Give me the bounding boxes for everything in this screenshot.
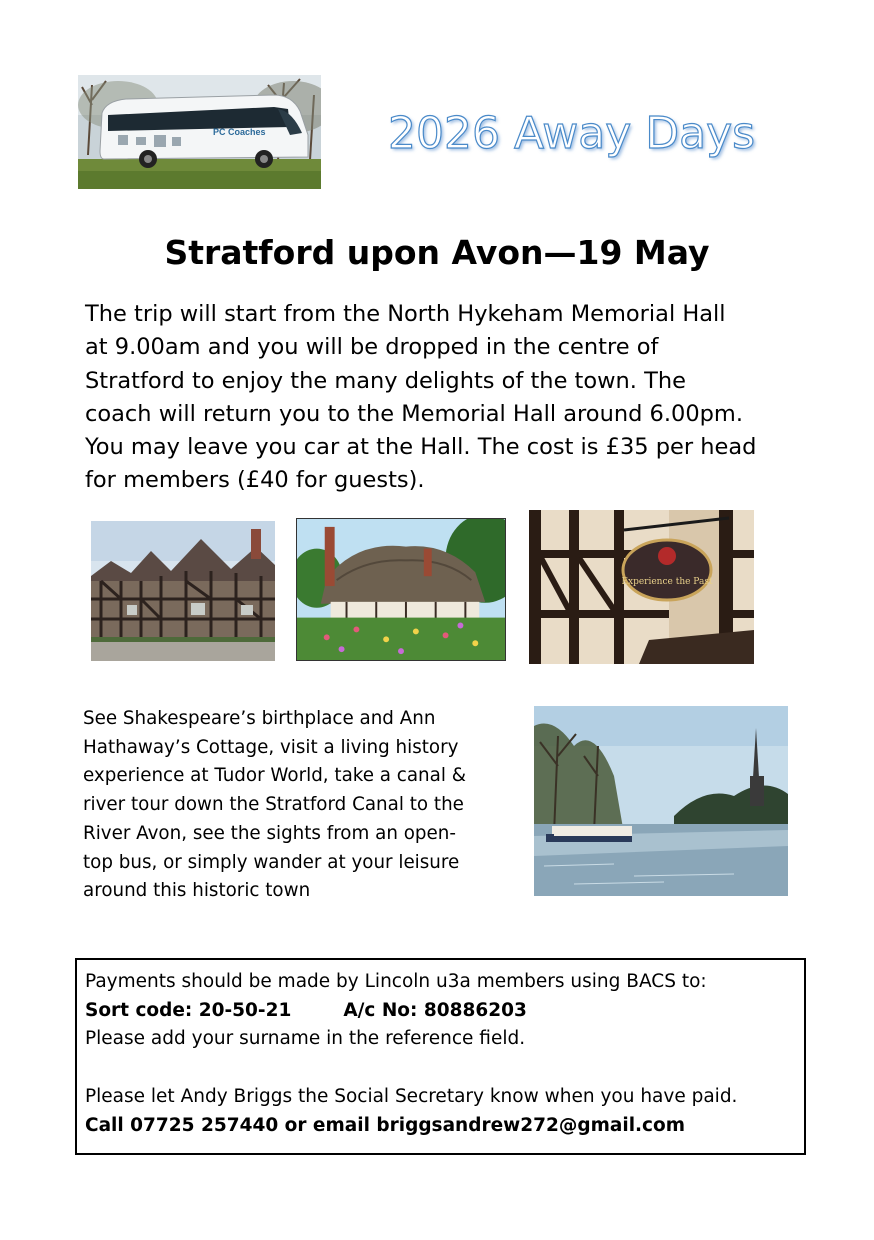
- payment-intro: Payments should be made by Lincoln u3a members using BACS to:: [85, 971, 707, 992]
- sort-code: Sort code: 20-50-21: [85, 999, 292, 1021]
- trip-intro: [85, 298, 805, 498]
- tudor-world-photo: [529, 510, 754, 664]
- intro-line: The trip will start from the North Hykeham Memorial Hall: [85, 301, 726, 327]
- activity-line: See Shakespeare’s birthplace and Ann: [83, 708, 436, 729]
- contact-details: Call 07725 257440 or email briggsandrew272@gmail.com: [85, 1114, 686, 1136]
- cottage-photo: [296, 518, 506, 661]
- activity-line: River Avon, see the sights from an open-: [83, 822, 456, 844]
- trip-headline: Stratford upon Avon—19 May: [164, 233, 710, 272]
- activities-text: [83, 705, 523, 906]
- bank-details: [85, 997, 796, 1026]
- spacer: [85, 1054, 796, 1083]
- tudor-sign-text: Experience the Past: [621, 577, 713, 587]
- intro-line: Stratford to enjoy the many delights of the town. The: [85, 367, 686, 394]
- activity-line: river tour down the Stratford Canal to the: [83, 794, 464, 816]
- coach-photo: [78, 75, 321, 189]
- account-number: A/c No: 80886203: [343, 999, 527, 1021]
- intro-line: at 9.00am and you will be dropped in the centre of: [85, 334, 659, 361]
- notify-note: Please let Andy Briggs the Social Secretary know when you have paid.: [85, 1085, 738, 1107]
- intro-line: for members (£40 for guests).: [85, 467, 425, 494]
- activity-line: around this historic town: [83, 880, 311, 902]
- activity-line: experience at Tudor World, take a canal &: [83, 765, 466, 787]
- birthplace-photo: [91, 521, 275, 661]
- river-photo: [534, 706, 788, 896]
- payment-info-box: [75, 958, 806, 1155]
- intro-line: coach will return you to the Memorial Hall around 6.00pm.: [85, 400, 743, 427]
- reference-note: Please add your surname in the reference field.: [85, 1028, 526, 1050]
- activity-line: Hathaway’s Cottage, visit a living history: [83, 736, 459, 758]
- activity-line: top bus, or simply wander at your leisure: [83, 851, 460, 873]
- intro-line: You may leave you car at the Hall. The cost is £35 per head: [85, 434, 757, 461]
- bus-logo-text: PC Coaches: [213, 127, 266, 137]
- page-title: 2026 Away Days: [388, 108, 756, 159]
